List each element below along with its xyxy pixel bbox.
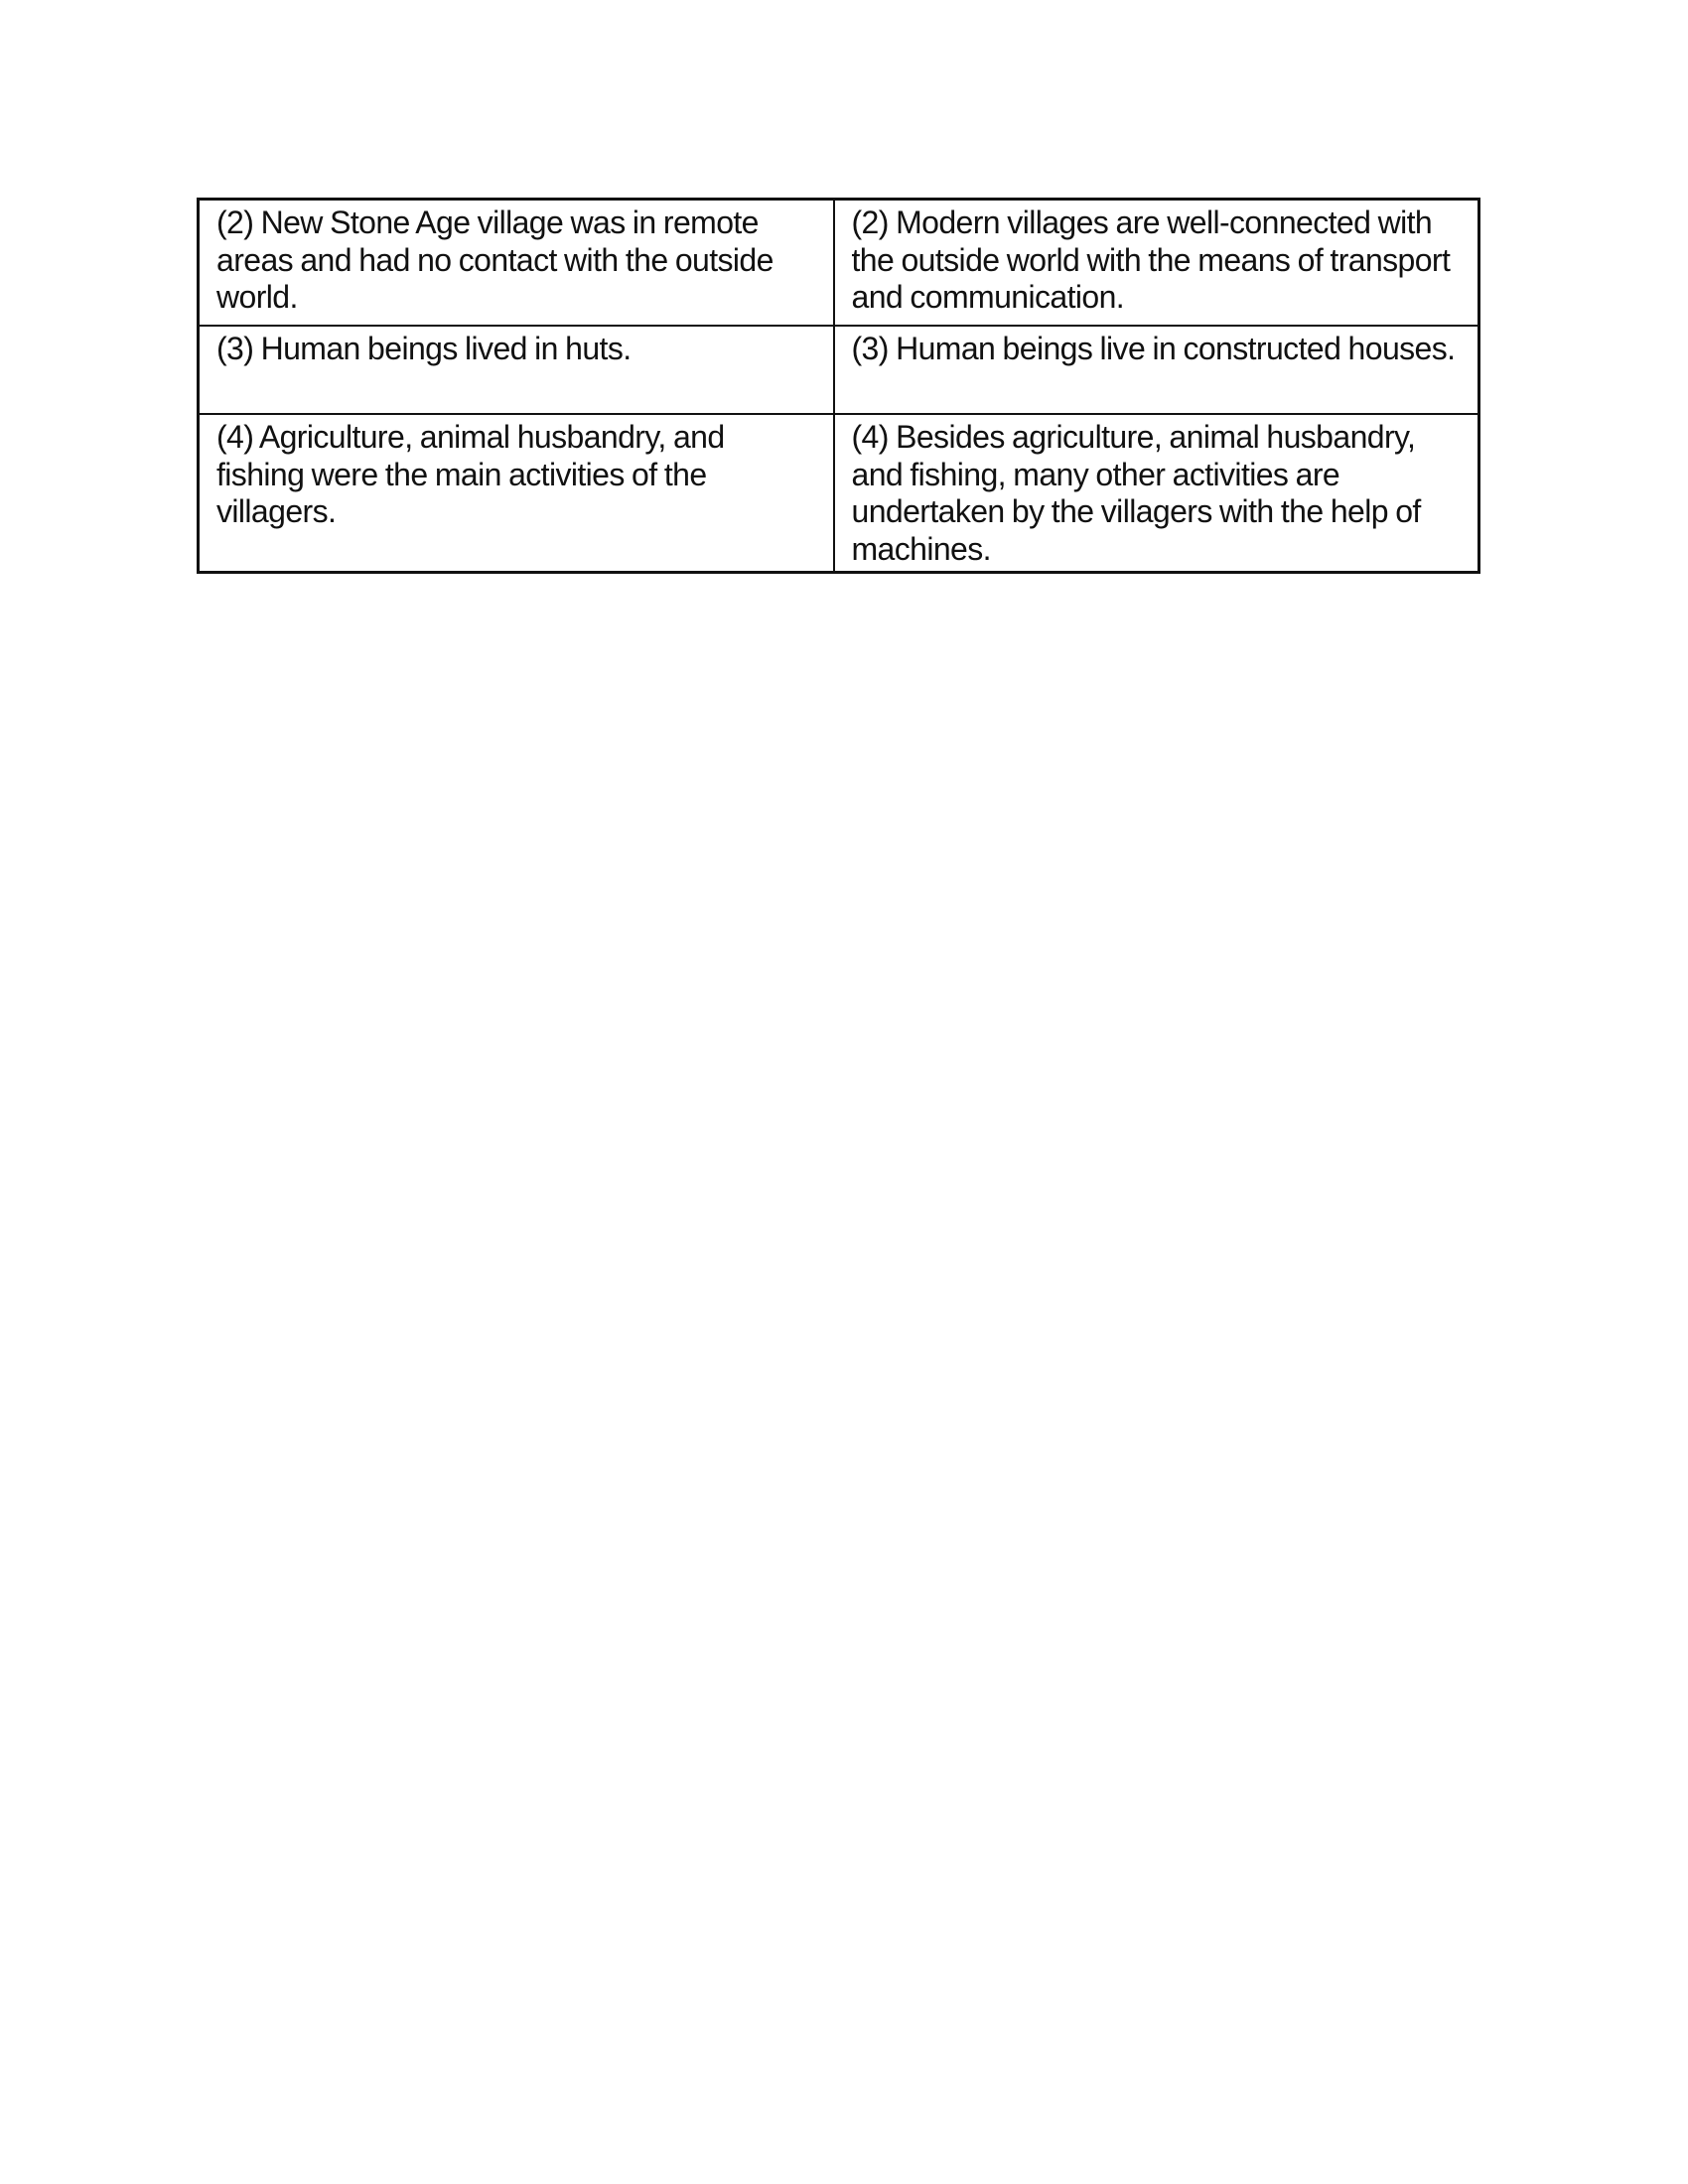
comparison-table (197, 198, 1480, 574)
table-cell-modern: (4) Besides agriculture, animal husbandry, and fishing, many other activities are undertaken by the villagers with the help of machines. (834, 414, 1479, 573)
table-cell-new-stone-age: (2) New Stone Age village was in remote areas and had no contact with the outside world. (199, 200, 834, 327)
table-row (199, 200, 1479, 327)
table-cell-modern: (2) Modern villages are well-connected with the outside world with the means of transport and communication. (834, 200, 1479, 327)
table-cell-new-stone-age: (4) Agriculture, animal husbandry, and fishing were the main activities of the villagers. (199, 414, 834, 573)
table-row (199, 414, 1479, 573)
table-row (199, 326, 1479, 414)
table-cell-modern: (3) Human beings live in constructed houses. (834, 326, 1479, 414)
table-cell-new-stone-age: (3) Human beings lived in huts. (199, 326, 834, 414)
